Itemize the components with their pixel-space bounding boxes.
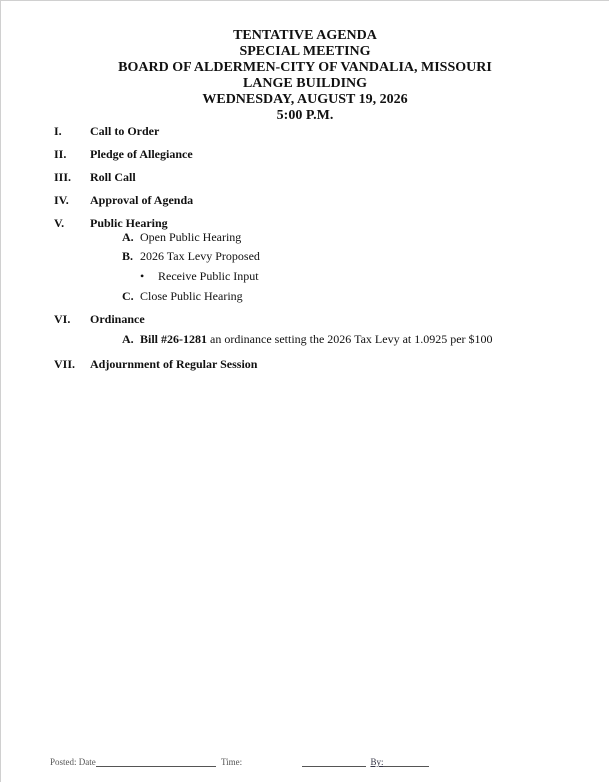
subitem-letter: A. bbox=[122, 230, 134, 244]
item-label: Public Hearing bbox=[90, 216, 168, 230]
agenda-item bbox=[54, 147, 193, 161]
item-number: II. bbox=[54, 147, 67, 161]
item-number: I. bbox=[54, 124, 62, 138]
bullet-icon: • bbox=[140, 269, 145, 283]
bullet-text: Receive Public Input bbox=[158, 269, 259, 283]
item-label: Pledge of Allegiance bbox=[90, 147, 193, 161]
public-hearing-subitem bbox=[122, 289, 243, 303]
subitem-text: 2026 Tax Levy Proposed bbox=[140, 249, 260, 263]
by-blank bbox=[383, 757, 429, 767]
public-hearing-subitem bbox=[122, 249, 260, 263]
item-label: Approval of Agenda bbox=[90, 193, 194, 207]
agenda-item bbox=[54, 193, 193, 207]
public-hearing-subitem bbox=[122, 230, 241, 244]
title-line: TENTATIVE AGENDA bbox=[233, 28, 377, 43]
agenda-item bbox=[54, 170, 136, 184]
time-blank bbox=[302, 757, 366, 767]
subtitle-line: SPECIAL MEETING bbox=[239, 44, 371, 59]
item-label: Call to Order bbox=[90, 124, 160, 138]
agenda-item bbox=[54, 357, 257, 371]
posted-date-label: Posted: Date bbox=[50, 757, 96, 767]
time-line: 5:00 P.M. bbox=[276, 108, 334, 123]
board-line: BOARD OF ALDERMEN-CITY OF VANDALIA, MISSOURI bbox=[118, 60, 492, 75]
subitem-text: Close Public Hearing bbox=[140, 289, 243, 303]
date-line: WEDNESDAY, AUGUST 19, 2026 bbox=[202, 92, 408, 107]
item-label: Adjournment of Regular Session bbox=[90, 357, 258, 371]
item-number: V. bbox=[54, 216, 65, 230]
subitem-letter: B. bbox=[122, 249, 134, 263]
posting-footer bbox=[50, 757, 429, 767]
ordinance-text: an ordinance setting the 2026 Tax Levy at 1.0925 per $100 bbox=[207, 332, 493, 346]
ordinance-subitem bbox=[122, 332, 493, 346]
agenda-header bbox=[0, 28, 610, 124]
item-label: Ordinance bbox=[90, 312, 145, 326]
agenda-item bbox=[54, 312, 145, 326]
public-hearing-bullet bbox=[140, 269, 259, 283]
item-number: VI. bbox=[54, 312, 71, 326]
time-label: Time: bbox=[221, 757, 243, 767]
location-line: LANGE BUILDING bbox=[242, 76, 368, 91]
agenda-item bbox=[54, 124, 159, 138]
bill-number: Bill #26-1281 bbox=[140, 332, 208, 346]
item-number: IV. bbox=[54, 193, 69, 207]
item-number: VII. bbox=[54, 357, 76, 371]
subitem-letter: A. bbox=[122, 332, 134, 346]
item-number: III. bbox=[54, 170, 72, 184]
subitem-text: Open Public Hearing bbox=[140, 230, 242, 244]
item-label: Roll Call bbox=[90, 170, 136, 184]
subitem-letter: C. bbox=[122, 289, 134, 303]
by-label: By: bbox=[370, 757, 384, 767]
date-blank bbox=[96, 757, 216, 767]
agenda-item bbox=[54, 216, 168, 230]
